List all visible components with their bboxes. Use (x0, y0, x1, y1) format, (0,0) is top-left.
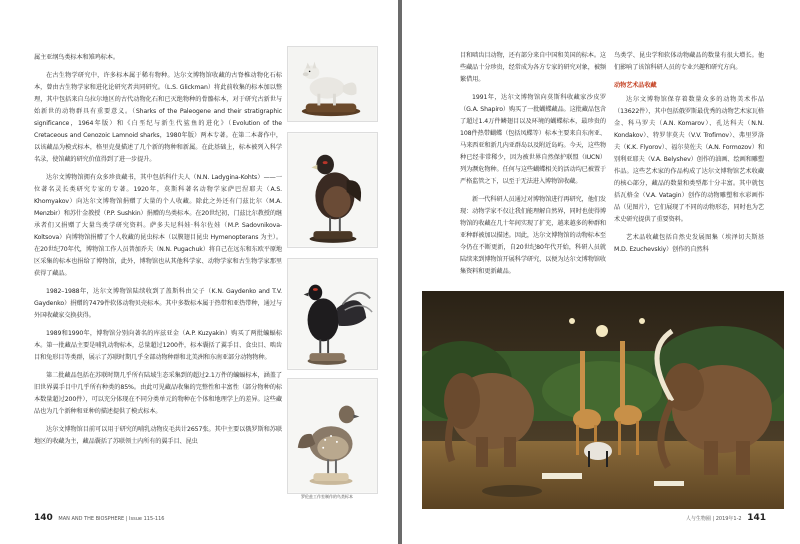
right-col1-paragraph-0: 目和啮齿目动物，还有部分来自中国和美国的标本。这些藏品十分珍贵，经常成为各方专家的研究对象，被频繁借用。 (460, 52, 606, 83)
left-page (0, 0, 398, 544)
arctic-fox-specimen-photo (287, 46, 378, 122)
right-col1-paragraph-2: 新一代科研人员通过对博物馆进行再研究，他们发现：动物学家不仅让我们能理解自然界，同时也使得博物馆的收藏在几十年间实现了扩充，越来越多的种群和亚种群被加以描述。因此，达尔文博物馆的动物标本至今仍在不断更新，自20世纪80年代开始，科研人员就陆续来到博物馆开展科学研究，以便为达尔文博物馆收集资料和更新藏品。 (460, 196, 606, 275)
right-page-text-column-2 (614, 50, 764, 262)
left-paragraph-6: 达尔文博物馆目前可以用于研究的哺乳动物皮毛共计2657张。其中主要以俄罗斯和苏联地区的收藏为主，藏品囊括了苏联领土内所有的翼手目、昆虫 (34, 426, 282, 445)
right-footer-text: 人与生物圈 | 2019年1-2 (685, 516, 742, 522)
right-page-number: 141 (747, 513, 766, 523)
right-col2-paragraph-2: 达尔文博物馆保存着数量众多的动物美术作品（13622件），其中包括俄罗斯最优秀的动物艺术家瓦格金、科马罗夫（A.N. Komarov）、孔达科夫（N.N. Kondakov）、特罗菲莫夫（V.V. Trofimov）、弗里罗洛夫（K.K. Flyorov）、福尔莫佐夫（A.N. Formozov）和别利亚耶夫（V.A. Belyshev）创作的油画、绘画和雕塑作品。这些艺术家的作品构成了达尔文博物馆艺术收藏的核心部分，藏品的数量和类型都十分丰富。其中就包括瓦格金（V.A. Vatagin）创作的动物雕塑和水彩画作品（见图片），它们展现了不同的动物形态，同时也为艺术史研究提供了重要资料。 (614, 96, 764, 223)
section-heading-art-collection: 动物艺术品收藏 (614, 82, 657, 89)
left-paragraph-0: 属主亚纲鸟类标本和雉鸡标本。 (34, 54, 119, 61)
capercaillie-specimen-photo (287, 132, 378, 248)
left-page-text-column (34, 52, 282, 454)
left-paragraph-5: 第二批藏品包括在苏联时期几乎所有陆域生态采集到的超过2.1万件的蝙蝠标本，涵盖了旧世界翼手目中几乎所有种类的85%。由此可见藏品收集的完整性和丰富性（部分物种的标本数量超过200件），可以充分体现在不同分类单元的物种在个体和地理学上的差异。这些藏品也为几个新种和亚种的描述提供了模式标本。 (34, 372, 282, 415)
hazel-grouse-specimen-photo (287, 378, 378, 494)
left-paragraph-2: 达尔文博物馆拥有众多珍贵藏书，其中包括科什夫人（N.N. Ladygina-Kohts）——一位著名灵长类研究专家的专著。1920年，莫斯科著名动物学家萨巴涅耶夫（A.S. Khomyakov）向达尔文博物馆捐赠了大量的个人收藏。除此之外还有门兹比尔（M.A. Menzbir）和苏什金教授（P.P. Sushkin）捐赠的鸟类标本。在20世纪初，门兹比尔教授的继承者们又捐赠了大量鸟类学研究资料。萨多夫尼科娃·科尔佐娃（M.P. Sadovnikova-Koltsova）向博物馆捐赠了个人收藏的昆虫标本（以膜翅目昆虫 Hymenopterans 为主）。在20世纪70年代，博物馆工作人员普加乔夫（N.N. Pugachuk）将自己在远东和东欧平原地区采集的标本也捐给了博物馆，此外，博物馆也从其他科学家、动物学家和古生物学家那里获得了藏品。 (34, 174, 282, 277)
left-paragraph-3: 1982–1988年，达尔文博物馆陆续收到了盖斯科由父子（K.N. Gaydenko and T.V. Gaydenko）捐赠的7479件软体动物贝壳标本。其中多数标本属于热带和亚热带种，通过与外国收藏家交换获得。 (34, 288, 282, 319)
right-page-footer (686, 513, 766, 523)
black-grouse-specimen-photo (287, 258, 378, 370)
left-page-number: 140 (34, 513, 53, 523)
right-page (402, 0, 800, 544)
left-paragraph-4: 1989和1990年，博物馆分别向著名的库兹亚金（A.P. Kuzyakin）购买了两批蝙蝠标本。第一批藏品主要是哺乳动物标本，总量超过1200件，标本囊括了翼手目、食虫目、啮齿目和兔形目等类群，展示了苏联时期几乎全部动物种群和北美洲和东南亚部分动物物种。 (34, 330, 282, 361)
black-grouse-illustration (288, 259, 377, 369)
right-col1-paragraph-1: 1991年，达尔文博物馆向莫斯科收藏家沙皮罗（G.A. Shapiro）购买了一批蝴蝶藏品。这批藏品包含了超过1.4万件鳞翅目以及环境的蝴蝶标本，最珍贵的108件热带蝴蝶（包括凤蝶等）标本主要来自东南亚、马来西亚和新几内亚群岛以及附近岛屿。今天，这些物种已经非常稀少，因为被世界自然保护联盟（IUCN）列为濒危物种。任何与这些蝴蝶相关的活动均已被置于严格监管之下，以至于无法进入博物馆收藏。 (460, 94, 606, 185)
arctic-fox-illustration (288, 47, 377, 121)
left-footer-text: MAN AND THE BIOSPHERE | Issue 115-116 (58, 516, 165, 522)
capercaillie-illustration (288, 133, 377, 247)
hazel-grouse-illustration (288, 379, 377, 493)
museum-diorama-photo (422, 291, 784, 509)
museum-hall-illustration (422, 291, 784, 509)
left-paragraph-1: 在古生物学研究中，许多标本属于稀有物种。达尔文博物馆收藏的古脊椎动物化石标本，曾由古生物学家和进化论研究者共同研究。（L.S. Glickman）将此前收集的标本加以整理，其中包括来自乌拉尔地区的古代动物化石和已灭绝物种的骨骼标本，对于研究古新世与始新世的动物群具有重要意义。（Sharks of the Paleogene and their stratigraphic significance，1964年版）和《白垩纪与新生代鲨鱼的进化》（Evolution of the Cretaceous and Cenozoic Lamnoid sharks，1980年版）两本专著。在第二本著作中，以该藏品为模式标本，格里克曼描述了几个新的物种和新属。在此基础上，标本被列入科学名录，使馆藏的研究价值得到了进一步提升。 (34, 72, 282, 163)
right-page-text-column-1 (460, 50, 606, 284)
right-col2-paragraph-0: 鸟类学、昆虫学和软体动物藏品的数量有很大增长。他们影响了该馆科研人员的专业兴趣和研究方向。 (614, 52, 764, 71)
left-photo-caption: 罗伦兹工作室制作的鸟类标本 (301, 494, 353, 499)
right-col2-paragraph-3: 艺术品收藏包括自然史发展图集（埃泽切夫斯基 M.D. Ezuchevskiy）创作的自然科 (614, 234, 764, 253)
left-page-footer (34, 513, 164, 523)
